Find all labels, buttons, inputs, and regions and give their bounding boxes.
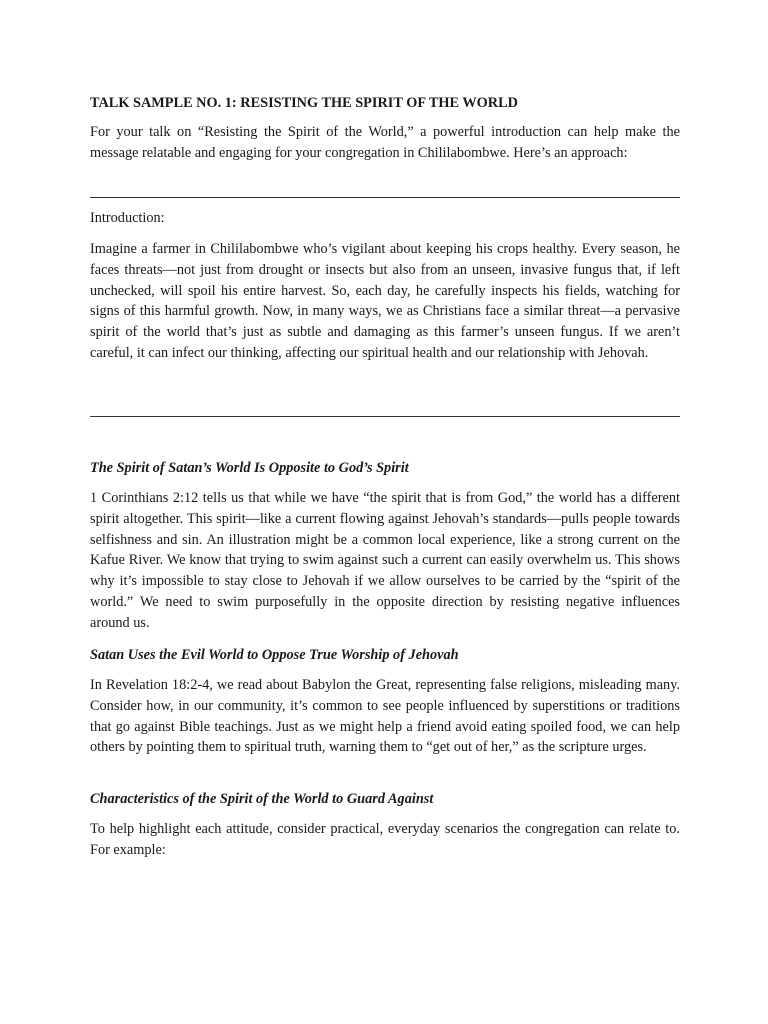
section-heading: The Spirit of Satan’s World Is Opposite to God’s Spirit <box>90 460 409 476</box>
section-body: To help highlight each attitude, consider practical, everyday scenarios the congregation can relate to. For example: <box>90 821 680 858</box>
divider-bottom <box>90 416 680 417</box>
divider-top <box>90 197 680 198</box>
section-heading: Characteristics of the Spirit of the World to Guard Against <box>90 791 434 807</box>
section-heading: Satan Uses the Evil World to Oppose True Worship of Jehovah <box>90 647 459 663</box>
section-body: In Revelation 18:2-4, we read about Babylon the Great, representing false religions, misleading many. Consider how, in our community, it’s common to see people influenced by superstitions or traditions that go against Bible teachings. Just as we might help a friend avoid eating spoiled food, we can help others by pointing them to spiritual truth, warning them to “get out of her,” as the scripture urges. <box>90 677 680 756</box>
document-title: TALK SAMPLE NO. 1: RESISTING THE SPIRIT OF THE WORLD <box>90 95 518 111</box>
section-body: 1 Corinthians 2:12 tells us that while we have “the spirit that is from God,” the world has a different spirit altogether. This spirit—like a current flowing against Jehovah’s standards—pulls people towards selfishness and sin. An illustration might be a common local experience, like a strong current on the Kafue River. We know that trying to swim against such a current can easily overwhelm us. This shows why it’s impossible to stay close to Jehovah if we allow ourselves to be carried by the “spirit of the world.” We need to swim purposefully in the opposite direction by resisting negative influences around us. <box>90 490 680 631</box>
introduction-text: Imagine a farmer in Chililabombwe who’s vigilant about keeping his crops healthy. Every season, he faces threats—not just from drought or insects but also from an unseen, invasive fungus that, if left unchecked, will spoil his entire harvest. So, each day, he carefully inspects his fields, watching for signs of this harmful growth. Now, in many ways, we as Christians face a similar threat—a pervasive spirit of the world that’s just as subtle and damaging as this farmer’s unseen fungus. If we aren’t careful, it can infect our thinking, affecting our spiritual health and our relationship with Jehovah. <box>90 241 680 361</box>
introduction-label: Introduction: <box>90 210 165 226</box>
intro-paragraph: For your talk on “Resisting the Spirit of the World,” a powerful introduction can help make the message relatable and engaging for your congregation in Chililabombwe. Here’s an approach: <box>90 124 680 161</box>
